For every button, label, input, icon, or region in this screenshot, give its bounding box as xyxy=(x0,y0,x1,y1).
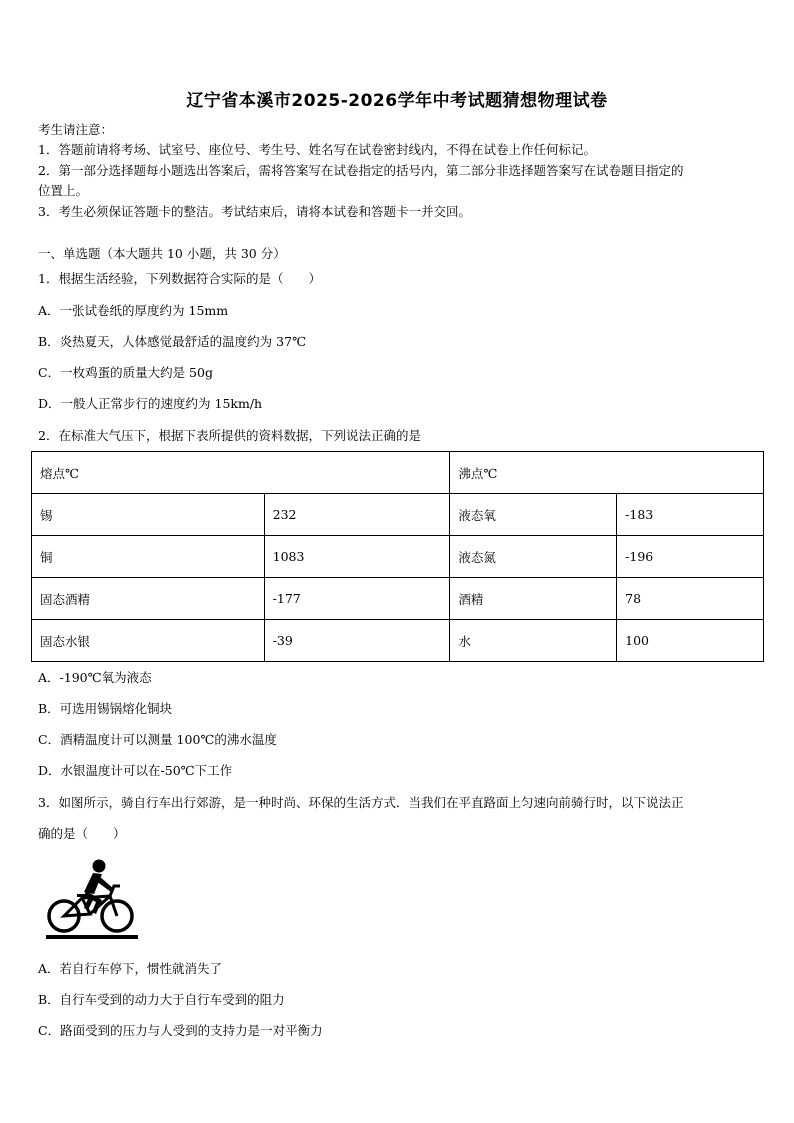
melting-boiling-table xyxy=(31,451,764,662)
exam-title: 辽宁省本溪市2025-2026学年中考试题猜想物理试卷 xyxy=(186,91,608,111)
section-heading: 一、单选题（本大题共 10 小题，共 30 分） xyxy=(38,246,286,261)
table-row xyxy=(32,536,764,578)
table-header-melting: 熔点℃ xyxy=(32,452,450,494)
cyclist-icon xyxy=(44,856,140,944)
notice-item-1: 1．答题前请将考场、试室号、座位号、考生号、姓名写在试卷密封线内，不得在试卷上作任何标记。 xyxy=(38,142,596,157)
notice-heading: 考生请注意： xyxy=(38,122,114,137)
q2-option-c: C．酒精温度计可以测量 100℃的沸水温度 xyxy=(38,732,277,747)
notice-item-2: 2．第一部分选择题每小题选出答案后，需将答案写在试卷指定的括号内，第二部分非选择题答案写在试卷题目指定的 xyxy=(38,163,684,178)
q2-option-d: D．水银温度计可以在-50℃下工作 xyxy=(38,763,233,778)
table-cell: 液态氧 xyxy=(450,494,617,536)
table-cell: -177 xyxy=(264,578,450,620)
table-cell: 液态氮 xyxy=(450,536,617,578)
table-cell: 78 xyxy=(617,578,764,620)
q1-stem: 1．根据生活经验，下列数据符合实际的是（ ） xyxy=(38,271,321,286)
q1-option-a: A．一张试卷纸的厚度约为 15mm xyxy=(38,303,229,318)
q3-stem-line1: 3．如图所示，骑自行车出行郊游，是一种时尚、环保的生活方式．当我们在平直路面上匀速向前骑行时，以下说法正 xyxy=(38,795,684,810)
table-cell: 1083 xyxy=(264,536,450,578)
table-cell: 铜 xyxy=(32,536,265,578)
q2-option-b: B．可选用锡锅熔化铜块 xyxy=(38,701,173,716)
q1-option-c: C．一枚鸡蛋的质量大约是 50g xyxy=(38,365,213,380)
table-row xyxy=(32,620,764,662)
table-cell: 100 xyxy=(617,620,764,662)
table-cell: -196 xyxy=(617,536,764,578)
q2-stem: 2．在标准大气压下，根据下表所提供的资料数据，下列说法正确的是 xyxy=(38,428,421,443)
notice-item-3: 3．考生必须保证答题卡的整洁。考试结束后，请将本试卷和答题卡一并交回。 xyxy=(38,204,471,219)
notice-item-2-cont: 位置上。 xyxy=(38,183,89,198)
table-header-boiling: 沸点℃ xyxy=(450,452,764,494)
q3-option-b: B．自行车受到的动力大于自行车受到的阻力 xyxy=(38,992,285,1007)
table-cell: 水 xyxy=(450,620,617,662)
q3-option-a: A．若自行车停下，惯性就消失了 xyxy=(38,961,223,976)
q1-option-b: B．炎热夏天，人体感觉最舒适的温度约为 37℃ xyxy=(38,334,307,349)
q3-option-c: C．路面受到的压力与人受到的支持力是一对平衡力 xyxy=(38,1023,323,1038)
table-row xyxy=(32,494,764,536)
q3-stem-line2: 确的是（ ） xyxy=(38,826,126,841)
table-cell: 锡 xyxy=(32,494,265,536)
q2-option-a: A．-190℃氧为液态 xyxy=(38,670,152,685)
table-cell: -39 xyxy=(264,620,450,662)
q1-option-d: D．一般人正常步行的速度约为 15km/h xyxy=(38,396,263,411)
table-cell: 固态酒精 xyxy=(32,578,265,620)
table-cell: 232 xyxy=(264,494,450,536)
table-cell: 酒精 xyxy=(450,578,617,620)
table-header-row xyxy=(32,452,764,494)
table-cell: 固态水银 xyxy=(32,620,265,662)
table-cell: -183 xyxy=(617,494,764,536)
table-row xyxy=(32,578,764,620)
